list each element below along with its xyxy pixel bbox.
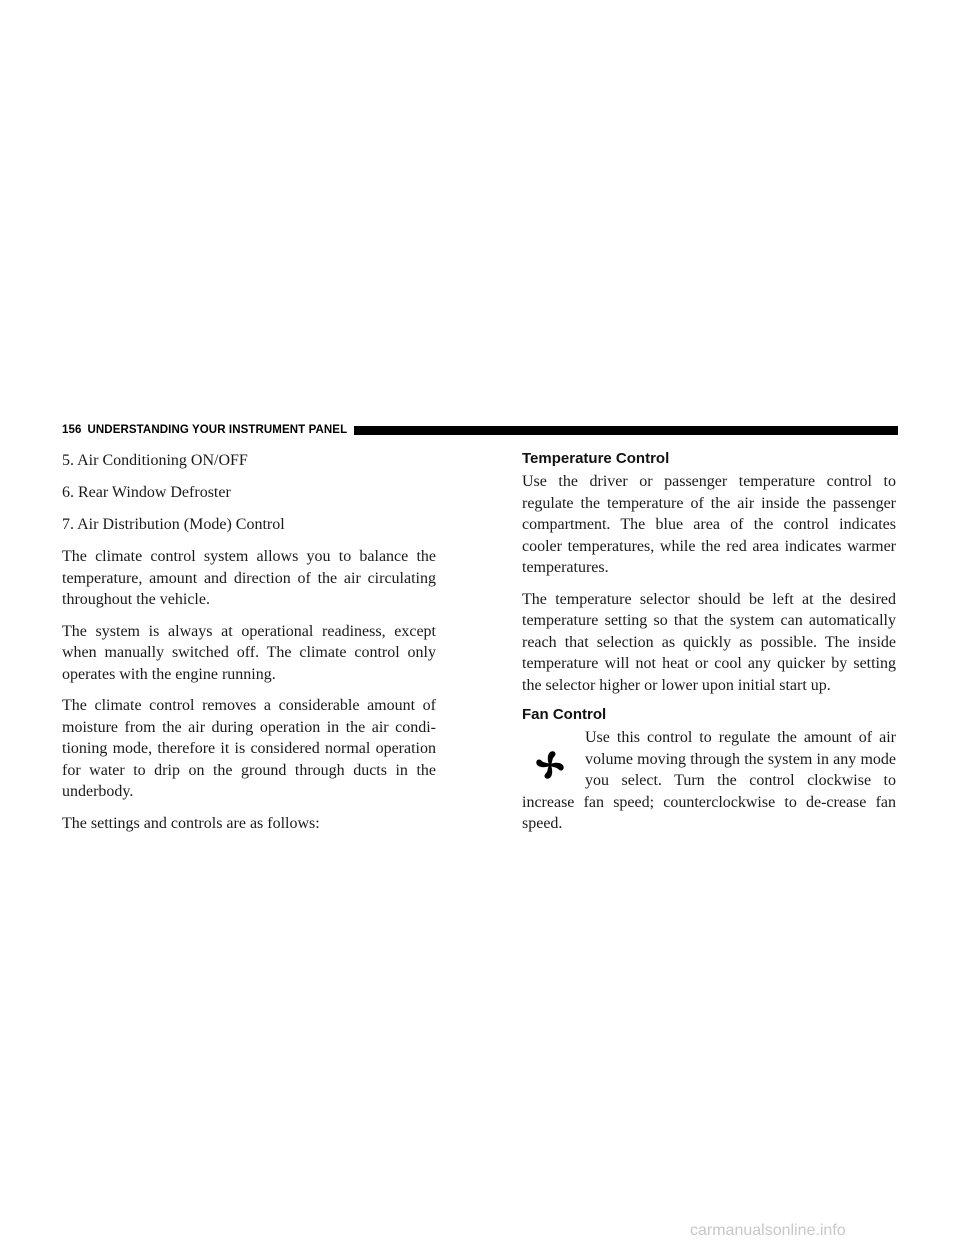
fan-control-section — [522, 727, 896, 835]
right-column — [522, 450, 896, 835]
paragraph: Use the driver or passenger temperature control to regulate the temperature of the air inside the passenger compartment. The blue area of the control indicates cooler temperatures, while the red area indicates warmer temperatures. — [522, 473, 896, 576]
paragraph: The system is always at operational readiness, except when manually switched off. The climate control only operates with the engine running. — [62, 622, 436, 683]
watermark: carmanualsonline.info — [690, 1222, 846, 1239]
paragraph: The settings and controls are as follows: — [62, 814, 320, 832]
header-rule — [354, 426, 898, 435]
fan-control-heading: Fan Control — [522, 706, 607, 723]
paragraph: Use this control to regulate the amount of air volume moving through the system in any mode you select. Turn the control clockwise to increase fan speed; counterclockwise to de-crease fan speed. — [522, 729, 896, 832]
page-number: 156 — [62, 424, 82, 436]
left-column — [62, 450, 436, 844]
section-title: UNDERSTANDING YOUR INSTRUMENT PANEL — [87, 424, 348, 436]
list-item: 5. Air Conditioning ON/OFF — [62, 452, 248, 469]
paragraph: The climate control removes a considerable amount of moisture from the air during operation in the air condi-tioning mode, therefore it is considered normal operation for water to drip on the ground through ducts in the underbody. — [62, 697, 436, 800]
page-header — [62, 423, 898, 437]
list-item: 6. Rear Window Defroster — [62, 484, 231, 501]
paragraph: The temperature selector should be left at the desired temperature setting so that the system can automatically reach that selection as quickly as possible. The inside temperature will not heat or cool any quicker by setting the selector higher or lower upon initial start up. — [522, 590, 896, 694]
paragraph: The climate control system allows you to balance the temperature, amount and direction of the air circulating throughout the vehicle. — [62, 548, 436, 608]
temperature-control-heading: Temperature Control — [522, 450, 670, 467]
list-item: 7. Air Distribution (Mode) Control — [62, 516, 285, 533]
fan-icon — [535, 750, 565, 780]
